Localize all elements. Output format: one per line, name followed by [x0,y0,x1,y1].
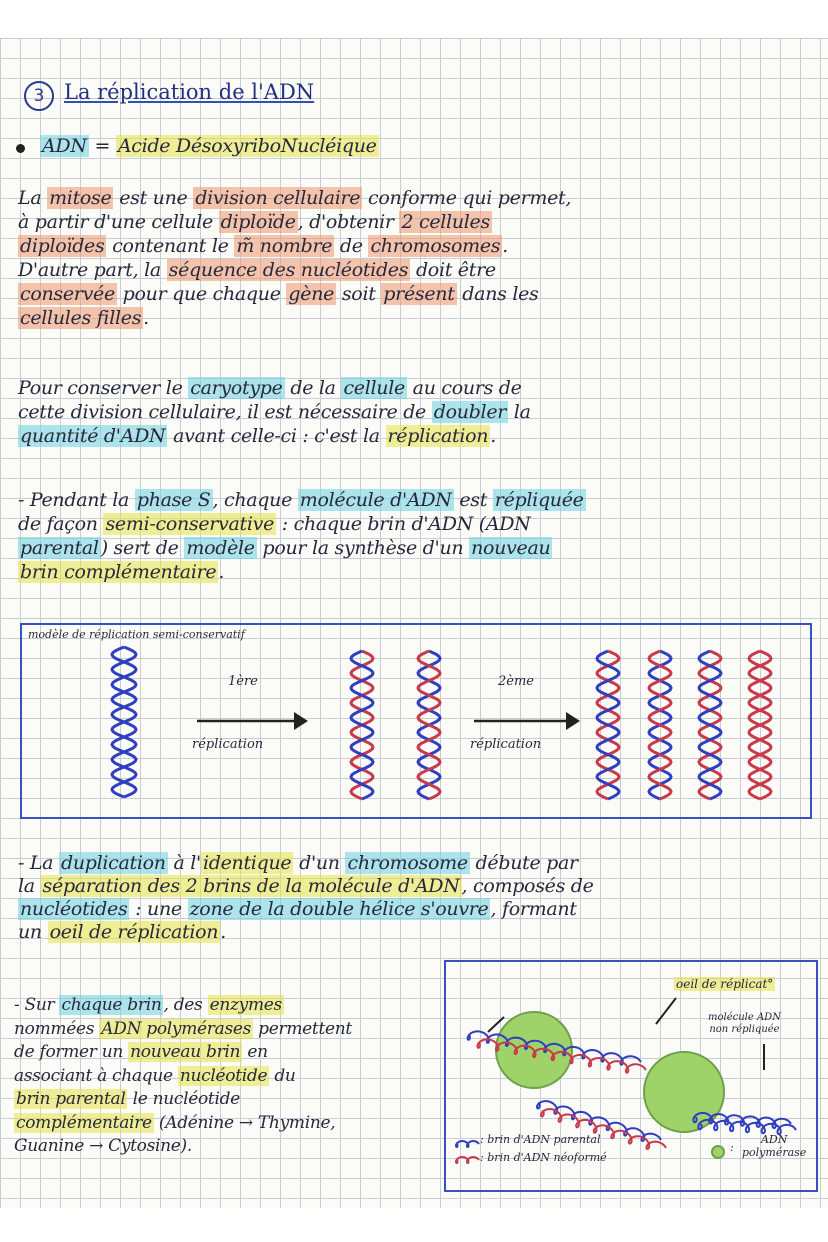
strand-b [112,647,136,797]
highlighted-term: séparation des 2 brins de la molécule d'ADN [42,875,460,897]
highlighted-term: présent [383,283,455,305]
highlighted-term: réplication [387,425,489,447]
highlighted-term: complémentaire [16,1112,152,1133]
step1-label: réplication [192,737,264,752]
helix-gen2-c [699,651,721,799]
helix-gen1-a [351,651,373,799]
highlighted-term: parental [20,537,99,559]
diagram-title: modèle de réplication semi-conservatif [28,628,245,641]
text-line [18,490,586,511]
text-line [18,426,496,447]
highlighted-term: caryotype [190,377,283,399]
page-title: La réplication de l'ADN [64,80,315,104]
text-line [18,853,578,874]
text-segment: de former un [14,1042,129,1062]
highlighted-term: répliquée [494,489,584,511]
text-line [14,1043,268,1062]
text-segment: soit [336,283,382,305]
text-segment: Pour conserver le [18,377,189,399]
arrow-eye [656,998,676,1024]
text-segment: contenant le [106,235,235,257]
strand-b [649,651,671,799]
helix-gen1-b [418,651,440,799]
text-segment: Guanine → Cytosine). [14,1136,192,1156]
text-line [18,188,571,209]
legend-polymerase-swatch [712,1146,724,1158]
replication-eye-diagram: oeil de réplicat° molécule ADN non répliquée : brin d'ADN parental : brin d'ADN néoformé : ADN polymérase [444,960,818,1192]
highlighted-term: chromosomes [370,235,501,257]
text-segment: doit être [410,259,496,281]
strand-b [418,651,440,799]
text-line [14,1067,296,1086]
text-segment: en [242,1042,268,1062]
text-segment: conforme qui permet, [362,187,572,209]
title-number: 3 [33,86,45,106]
step2-label: réplication [470,737,542,752]
text-segment: le nucléotide [127,1089,240,1109]
highlighted-term: mitose [49,187,112,209]
text-segment: , d'obtenir [297,211,400,233]
highlighted-term: quantité d'ADN [20,425,166,447]
text-line [14,1090,240,1109]
diagram-helices [22,625,810,817]
text-segment: de [334,235,369,257]
text-segment: débute par [469,852,578,874]
text-segment: un [18,921,48,943]
text-segment: : une [129,898,188,920]
text-segment: du [269,1065,296,1086]
highlighted-term: chaque brin [61,995,162,1015]
text-segment: . [220,921,226,943]
highlighted-term: zone de la double hélice s'ouvre [189,898,489,920]
text-line [14,996,284,1015]
text-segment: - Sur [14,995,60,1015]
text-segment: est [453,489,493,511]
text-line [18,308,149,329]
text-segment: - La [18,852,59,874]
text-segment: à partir d'une cellule [18,211,219,233]
highlighted-term: nucléotides [20,898,128,920]
text-segment: pour la synthèse d'un [256,537,470,559]
text-line [18,922,226,943]
highlighted-term: m̃ nombre [236,235,333,257]
text-line [18,538,552,559]
definition-term: ADN [42,135,87,157]
text-segment: la [508,401,531,423]
nonrep-label [708,1012,781,1035]
text-segment: . [502,235,508,257]
title-number-circle [24,81,54,111]
legend-poly [742,1134,806,1159]
text-segment: d'un [293,852,346,874]
nonrep-label-line2: non répliquée [709,1023,780,1035]
helix-gen2-d [749,651,771,799]
text-segment: La [18,187,48,209]
definition-line [40,136,379,157]
strand-b [749,651,771,799]
text-line [18,236,508,257]
highlighted-term: enzymes [209,995,282,1015]
text-segment: . [143,307,149,329]
parental-helix [112,647,136,797]
semi-conservative-diagram [20,623,812,819]
highlighted-term: modèle [186,537,255,559]
text-segment: . [218,561,225,583]
highlighted-term: diploïde [220,211,296,233]
definition-expansion: Acide DésoxyriboNucléique [117,135,377,157]
text-segment: : chaque brin d'ADN (ADN [276,513,531,535]
bullet-dot [16,144,25,153]
highlighted-term: semi-conservative [105,513,275,535]
text-line [18,212,492,233]
step1-ordinal: 1ère [228,674,258,689]
text-segment: au cours de [406,377,522,399]
text-line [18,899,577,920]
legend-poly-line2: polymérase [742,1145,807,1159]
text-segment: pour que chaque [116,283,287,305]
highlighted-term: cellules filles [20,307,142,329]
text-segment: dans les [456,283,539,305]
text-segment: - Pendant la [18,489,135,511]
text-line [18,378,522,399]
eye-label: oeil de réplicat° [676,977,774,991]
text-segment: , formant [490,898,577,920]
text-segment: cette division cellulaire, il est nécessaire de [18,401,432,423]
definition-equals: = [94,135,111,157]
highlighted-term: brin parental [16,1089,126,1109]
text-line [18,562,224,583]
helix-gen2-b [649,651,671,799]
text-line [18,260,496,281]
nonrep-label-line1: molécule ADN [708,1012,781,1023]
strand-b [351,651,373,799]
helix-gen2-a [597,651,619,799]
text-segment: . [490,425,496,447]
strand-b [597,651,619,799]
highlighted-term: molécule d'ADN [299,489,452,511]
highlighted-term: 2 cellules [401,211,490,233]
text-line [14,1020,352,1039]
highlighted-term: identique [202,852,292,874]
step2-ordinal: 2ème [498,674,534,689]
highlighted-term: doubler [433,401,507,423]
text-segment: de la [284,377,342,399]
highlighted-term: duplication [60,852,166,874]
highlighted-term: brin complémentaire [20,561,217,583]
text-line [14,1137,192,1156]
text-segment: D'autre part, la [18,259,167,281]
text-segment: est une [113,187,194,209]
text-segment: nommées [14,1018,100,1039]
highlighted-term: chromosome [347,852,468,874]
arrow-step1-head [294,712,308,730]
strand-b [699,651,721,799]
text-segment: associant à chaque [14,1065,178,1086]
notebook-page [0,38,828,1208]
highlighted-term: nouveau [471,537,551,559]
legend-new: : brin d'ADN néoformé [480,1151,607,1164]
text-segment: la [18,875,41,897]
highlighted-term: diploïdes [20,235,105,257]
text-line [18,514,531,535]
text-line [18,284,539,305]
text-segment: avant celle-ci : c'est la [167,425,386,447]
legend-parental-swatch [456,1141,479,1147]
legend-new-swatch [456,1157,479,1163]
highlighted-term: cellule [343,377,405,399]
highlighted-term: ADN polymérases [101,1018,252,1039]
text-segment: , des [163,995,208,1015]
text-segment: (Adénine → Thymine, [153,1112,336,1133]
legend-poly-line1: ADN [760,1133,788,1146]
text-segment: permettent [253,1018,352,1039]
highlighted-term: phase S [136,489,211,511]
highlighted-term: séquence des nucléotides [168,259,409,281]
text-line [18,402,531,423]
highlighted-term: nouveau brin [130,1042,241,1062]
text-segment: de façon [18,513,104,535]
text-line [14,1114,335,1133]
text-segment: , chaque [212,489,298,511]
legend-parental: : brin d'ADN parental [480,1133,601,1146]
highlighted-term: conservée [20,283,115,305]
text-segment: à l' [167,852,201,874]
text-segment: , composés de [461,875,594,897]
text-segment: ) sert de [100,537,185,559]
highlighted-term: nucléotide [179,1065,268,1086]
highlighted-term: division cellulaire [195,187,361,209]
highlighted-term: gène [288,283,335,305]
highlighted-term: oeil de réplication [49,921,219,943]
text-line [18,876,594,897]
arrow-step2-head [566,712,580,730]
